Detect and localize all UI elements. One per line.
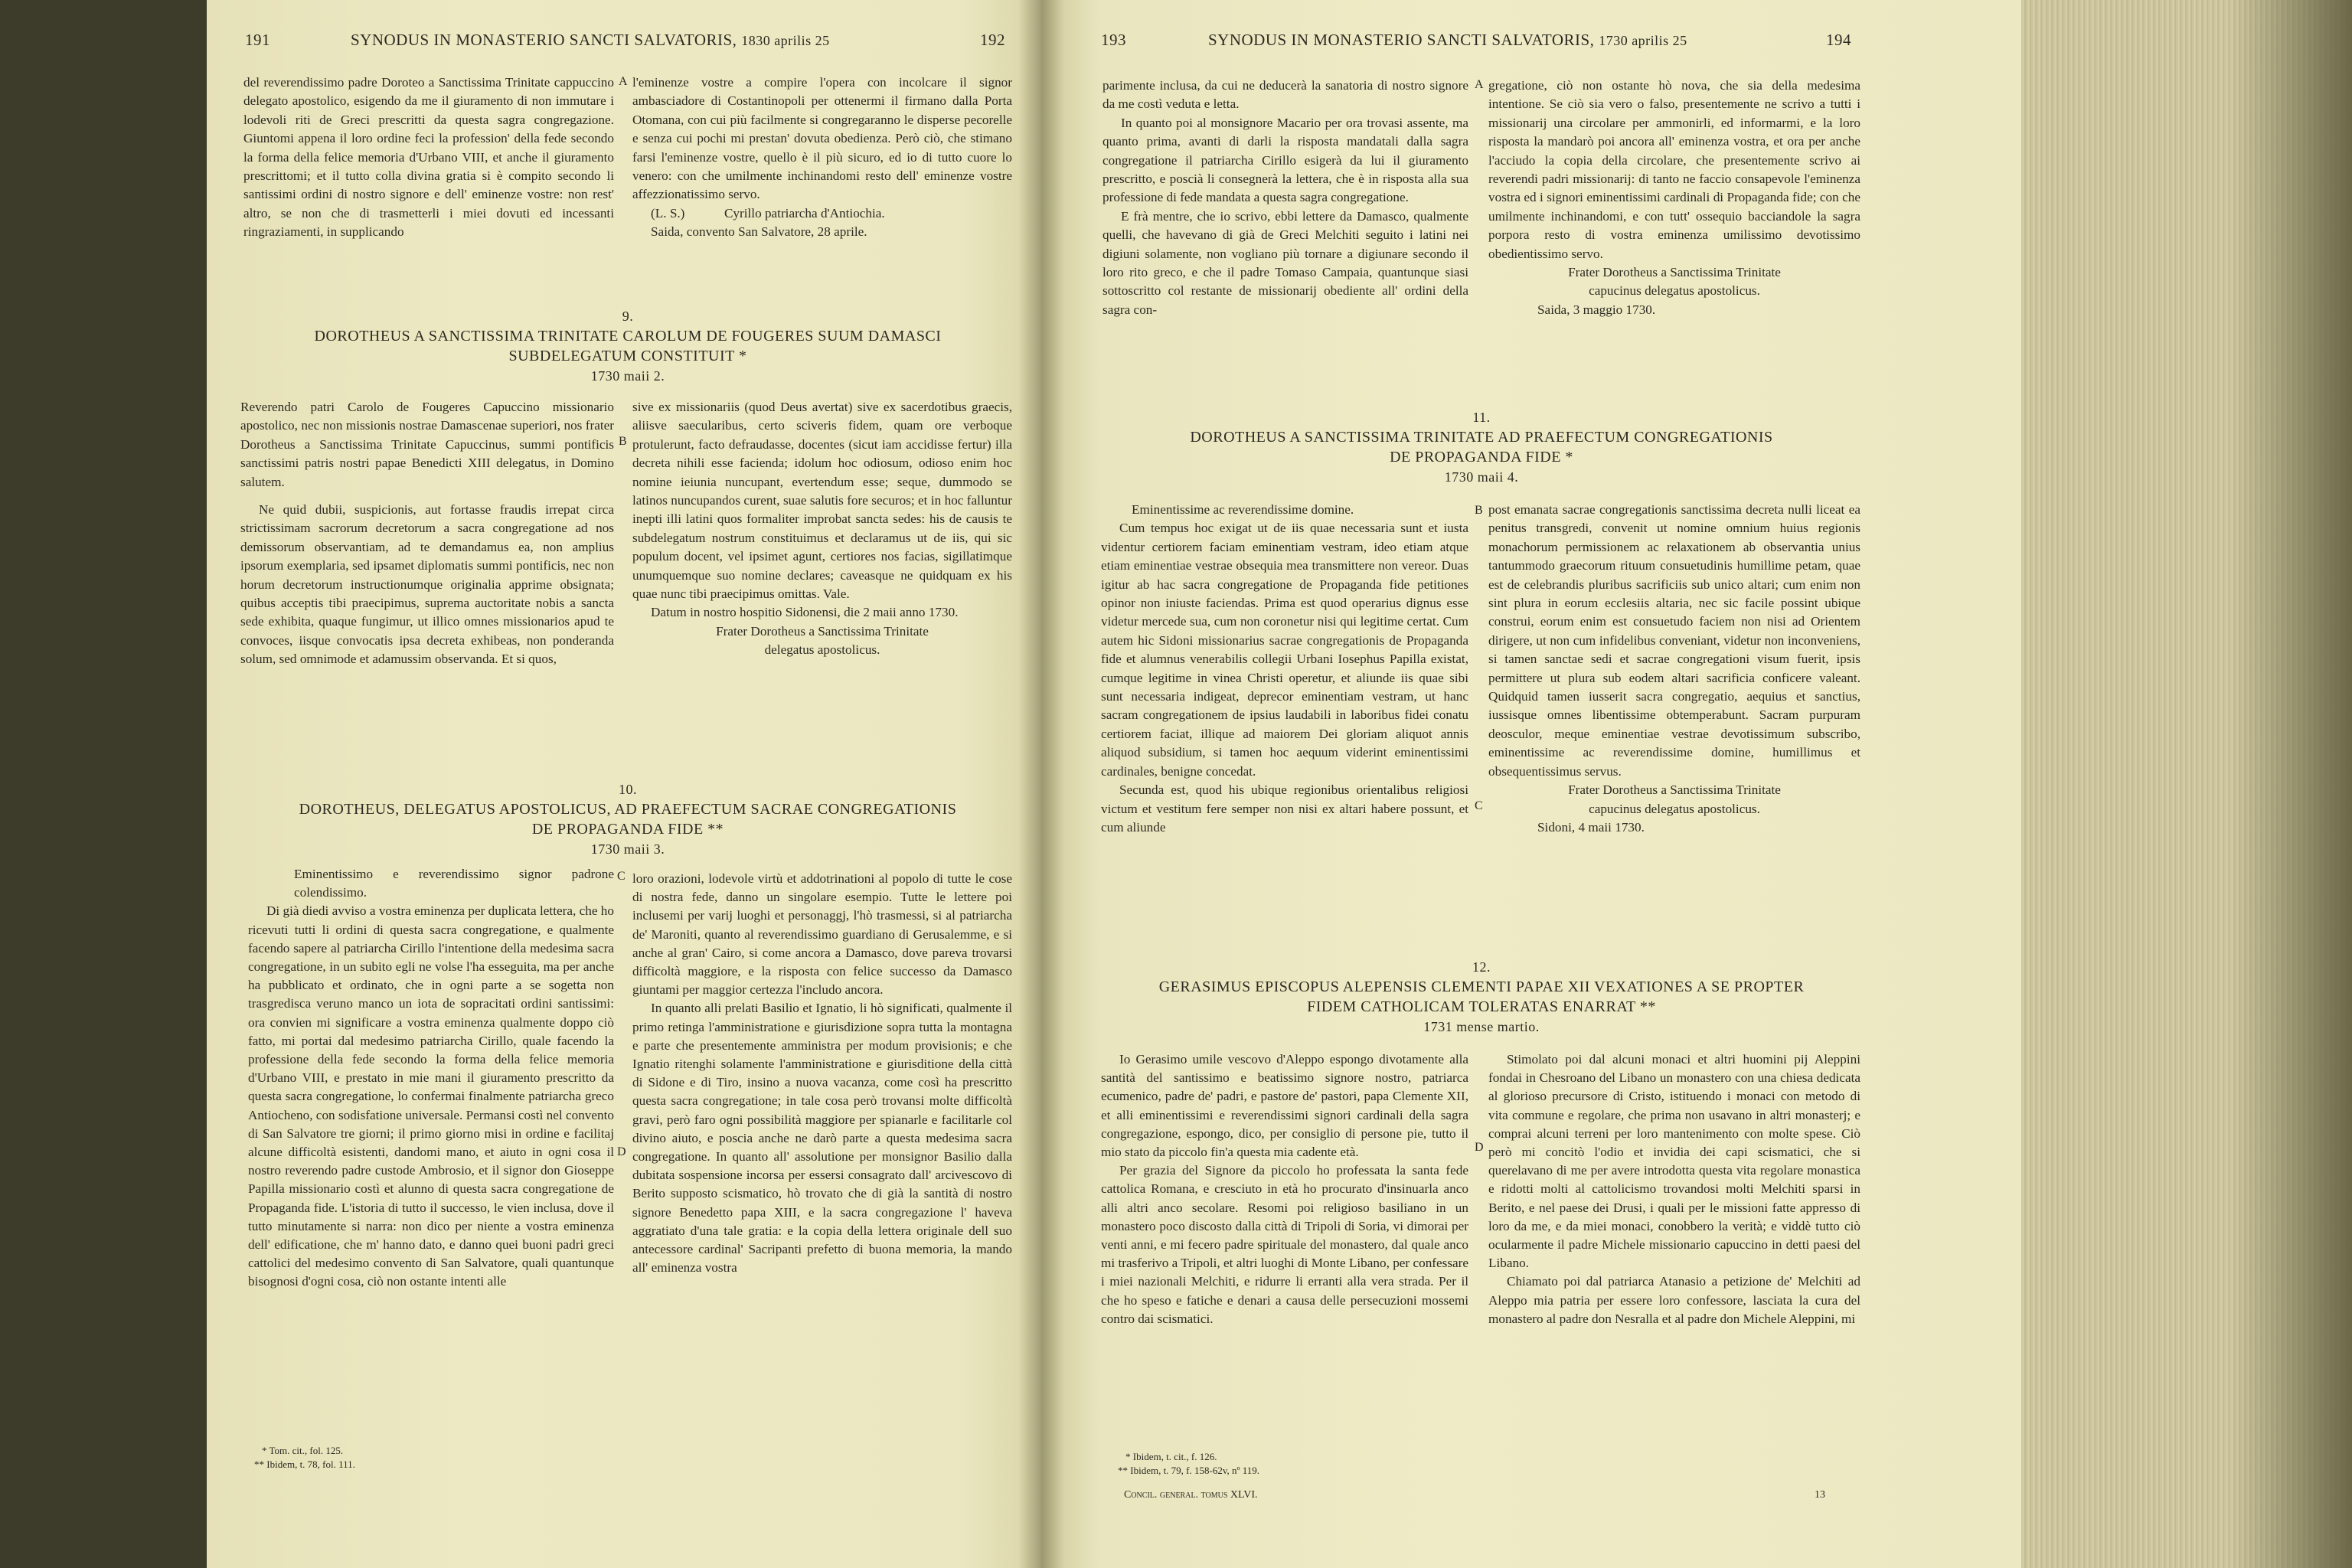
left-page — [207, 0, 1041, 1568]
paragraph: Datum in nostro hospitio Sidonensi, die 2 maii anno 1730. — [651, 605, 959, 620]
section-title: SUBDELEGATUM CONSTITUIT * — [508, 348, 747, 364]
margin-letter: B — [1475, 504, 1483, 517]
margin-letter: A — [1475, 78, 1484, 91]
paragraph: Cum tempus hoc exigat ut de iis quae necessaria sunt et iusta videntur certiorem faciam eminentiam vestram, ideo etiam atque etiam eminentiae vestrae obsequia mea transmittere non vereor. Duas igitur ab hac sacra congregatione de Propaganda fide petitiones opinor non iniuste faciendas. Prima est quod operarius dignus esse videtur mercede sua, cum non coronetur nisi qui legitime certat. Cum autem hic Sidoni missionarius sacrae congregationis de Propaganda fide et alumnus venerabilis collegii Urbani Iosephus Papilla existat, cumque legitime in vinea Christi operetur, et aliunde iis quae sibi sunt necessaria indigeat, deprecor eminentiam vestram, ut hanc sacram congregationem de ipsius laudabili in laboribus fidei conatu certiorem faciat, illique ad maiorem Dei gloriam aliquot annis aliquod subsidium, si tamen hoc aequum viderint eminentissimi cardinales, benigne concedat. — [1101, 521, 1468, 779]
footnote: * Tom. cit., fol. 125. — [262, 1445, 344, 1456]
running-head — [351, 31, 830, 50]
text-column-top-right — [1488, 77, 1860, 319]
page-number: 193 — [1101, 31, 1126, 49]
signature-place: Saida, convento San Salvatore, 28 aprile. — [651, 224, 867, 240]
running-head-date: 1730 aprilis 25 — [1599, 33, 1687, 48]
signature-line: capucinus delegatus apostolicus. — [1589, 801, 1760, 816]
section-title: GERASIMUS EPISCOPUS ALEPENSIS CLEMENTI PAPAE XII VEXATIONES A SE PROPTER — [1158, 978, 1805, 995]
section-number: 9. — [622, 309, 634, 324]
running-head-date: 1830 aprilis 25 — [741, 33, 830, 48]
paragraph: In quanto poi al monsignore Macario per ora trovasi assente, ma quanto prima, avanti di darli la risposta mandatali dalla sagra congregatione il patriarcha Cirillo esigerà da lui il giuramento prescritto, e poscià li consegnerà la lettera, che è in risposta alla sua professione di fede mandata a questa sagra congregatione. — [1102, 115, 1468, 205]
margin-letter: B — [619, 435, 627, 448]
paragraph: parimente inclusa, da cui ne deducerà la sanatoria di nostro signore da me costì veduta e letta. — [1102, 78, 1468, 112]
footnote: ** Ibidem, t. 78, fol. 111. — [254, 1459, 355, 1470]
paragraph: Reverendo patri Carolo de Fougeres Capuccino missionario apostolico, nec non missionis nostrae Damascenae superiori, nos frater Dorotheus a Sanctissima Trinitate Capuccinus, summi pontificis sanctissimi patris nostri papae Benedicti XIII delegatus, in Domino salutem. — [240, 400, 614, 489]
paragraph: In quanto alli prelati Basilio et Ignatio, li hò significati, qualmente il primo retinga l'amministratione e giurisdizione sopra tutta la montagna e parte che presentemente amministra per modum provisionis; e che Ignatio ritenghi solamente l'amministratione e giurisditione della città di Sidone e di Tiro, insino a nuova vacanza, come così ha prescritto questa sacra congregatione; in tale cosa però trovansi molte difficoltà gravi, però faro ogni possibilità maggiore per spianarle e facilitarle col divino aiuto, e poscia anche ne darò parte a questa medesima sacra congregatione. In quanto all' assolutione per monsignor Basilio dalla dubitata sospensione incorsa per essersi consagrato dall' arcivescovo di Berito supposto scismatico, hò trovato che di già la santità di nostro signore Benedetto papa XIII, e la sacra congregazione l' haveva aggratiato d'una tale gratia: e la copia della lettera originale dell suo antecessore cardinal' Sacripanti prefetto di buona memoria, la mando all' eminenza vostra — [632, 1001, 1012, 1276]
margin-letter: A — [619, 75, 628, 88]
text-column-sec10-right — [632, 870, 1012, 1277]
salutation: Eminentissime ac reverendissime domine. — [1132, 502, 1354, 517]
signature-line: delegatus apostolicus. — [764, 642, 880, 658]
paragraph: Di già diedi avviso a vostra eminenza per duplicata lettera, che ho ricevuti tutti li ordini di questa sacra congregatione, e qualmente facendo sapere al patriarcha Cirillo l'intentione della medesima sacra congregatione, in un subito egli ne volse l'ha esseguita, ma per anche ha pubblicato et ordinato, che in ogni parte a se sogetta non trasgredisca veruno manco un iota de sopracitati ordini santissimi: ora convien mi significare a vostra eminenza qualmente doppo ciò fatto, mi portai dal medesimo patriarcha Cirillo, quale facendo la professione della fede secondo la forma della felice memoria d'Urbano VIII, e prestato in mie mani il giuramento prescritto da questa sacra congregatione, lo confermai finalmente patriarcha greco Antiocheno, con sodisfatione universale. Permansi costì nel convento di San Salvatore tre giorni; il primo giorno misi in ordine e facilitaj alcune difficoltà esistenti, dandomi mano, et aiuto in ogni cosa il nostro reverendo padre custode Ambrosio, et il signor don Gioseppe Papilla missionario costì et alunno di questa sacra congregatione de Propaganda fide. L'istoria di tutto il successo, le vien inclusa, dove il tutto minutamente si narra: non dico per niente a vostra eminenza dell' edificatione, che m' hanno dato, e danno quei buoni padri greci cattolici del medesimo convento di San Salvatore, quali quantunque bisognosi d'ogni cosa, ciò non ostante intenti alle — [248, 903, 614, 1289]
paragraph: loro orazioni, lodevole virtù et addotrinationi al popolo di tutte le cose di nostra fede, danno un singolare esempio. Tutte le lettere poi inclusemi per varij luoghi et personaggj, l'hò trasmessi, si al patriarcha de' Maroniti, quanto al reverendissimo guardiano di Gerusalemme, e si anche al gran' Cairo, si come ancora a Damasco, dove pareva trovarsi difficoltà maggiore, e la risposta con felice successo da Damasco giuntami per maggior certezza l'includo ancora. — [632, 871, 1012, 998]
page-number: 192 — [980, 31, 1005, 49]
margin-letter: C — [617, 870, 626, 883]
section-title: DE PROPAGANDA FIDE ** — [531, 821, 724, 838]
paragraph: l'eminenze vostre a compire l'opera con incolcare il signor ambasciadore di Costantinopoli per ottenermi il firmano dalla Porta Otomana, con cui più facilmente si congregaranno le disperse pecorelle e senza cui pochi mi prestan' dovuta obedienza. Però ciò, che stimano farsi l'eminenze vostre, quello è il più sicuro, ed io di tutto cuore lo venero: con che umilmente inchinandomi resto dell' eminenze vostre affezzionatissimo servo. — [632, 75, 1012, 202]
section-heading-10 — [237, 779, 1018, 859]
section-date: 1730 maii 4. — [1444, 469, 1519, 485]
signature-line: (L. S.) Cyrillo patriarcha d'Antiochia. — [651, 205, 885, 220]
section-title: DOROTHEUS, DELEGATUS APOSTOLICUS, AD PRAEFECTUM SACRAE CONGREGATIONIS — [299, 801, 957, 818]
section-title: DE PROPAGANDA FIDE * — [1390, 449, 1573, 466]
right-page — [1041, 0, 2021, 1568]
section-title: FIDEM CATHOLICAM TOLERATAS ENARRAT ** — [1307, 998, 1656, 1015]
text-column-top-right — [632, 74, 1012, 242]
signature-mark: Concil. general. tomus XLVI. — [1124, 1489, 1258, 1501]
paragraph: Chiamato poi dal patriarca Atanasio a petizione de' Melchiti ad Aleppo mia patria per essere loro confessore, lasciata la cura del monastero al padre don Nesralla et al padre don Michele Aleppini, mi — [1488, 1274, 1860, 1326]
text-column-sec11-right — [1488, 501, 1860, 837]
text-column-top-left — [1102, 77, 1468, 319]
margin-letter: D — [1475, 1141, 1484, 1154]
section-number: 12. — [1472, 959, 1491, 975]
text-column-sec11-left — [1101, 501, 1468, 837]
text-column-sec9-right — [632, 398, 1012, 660]
signature-place: Saida, 3 maggio 1730. — [1537, 302, 1656, 317]
page-number: 194 — [1826, 31, 1851, 49]
section-date: 1730 maii 2. — [590, 368, 665, 384]
book-page-edges — [2021, 0, 2352, 1568]
signature-line: capucinus delegatus apostolicus. — [1589, 283, 1760, 299]
signature-line: Frater Dorotheus a Sanctissima Trinitate — [1568, 265, 1781, 280]
section-number: 10. — [619, 782, 637, 797]
salutation: Eminentissimo e reverendissimo signor padrone colendissimo. — [294, 867, 614, 900]
paragraph: post emanata sacrae congregationis sanctissima decreta nulli liceat ea penitus transgredi, convenit ut nomine omnium huius regionis monachorum permissionem ac relaxationem ab observantia unius tantummodo graecorum rituum consuetudinis humillime petam, quae est de celebrandis pluribus sacrificiis sub unico altari; cum enim non sint plura in eorum ecclesiis altaria, nec sic facile possint ubique construi, eorum enim est consuetudo faciem non nisi ad Orientem dirigere, ut non cum infidelibus conveniant, videtur non inconveniens, si tamen sanctae sedi et sacrae congregationi visum fuerit, ipsis permittere ut plura sub eodem altari sacrificia conficere valeant. Quidquid tamen iusserit sacra congregatio, aequius et sanctius, iussisque omnes libentissime obtemperabunt. Sacram purpuram deosculor, meque eminentiae vestrae devotissimum subscribo, eminentissime ac reverendissime domine, humillimus et obsequentissimus servus. — [1488, 502, 1860, 779]
paragraph: E frà mentre, che io scrivo, ebbi lettere da Damasco, qualmente quelli, che havevano di già de Greci Melchiti seguito i latini nei digiuni solamente, non vogliano più tornare a digiunare secondo il loro rito greco, e che il padre Tomaso Campaia, quantunque siasi sottoscritto col restante de missionarij obediente all' ordini della sagra con- — [1102, 208, 1468, 317]
paragraph: del reverendissimo padre Doroteo a Sanctissima Trinitate cappuccino delegato apostolico, esigendo da me il giuramento di non immutare i lodevoli riti de Greci prescritti da questa sagra congregazione. Giuntomi appena il loro ordine feci la profession' della fede secondo la forma della felice memoria d'Urbano VIII, et anche il giuramento prescrittomi; et il tutto colla divina gratia si è compito secondo li santissimi ordini di nostro signore e dell' eminenze vostre: non rest' altro, se non che di trasmetterli i miei dovuti ed incessanti ringraziamenti, in supplicando — [243, 75, 614, 240]
running-head — [1208, 31, 1687, 50]
section-heading-9 — [237, 306, 1018, 386]
text-column-sec10-left — [248, 865, 614, 1292]
margin-letter: D — [617, 1145, 626, 1158]
signature-line: Frater Dorotheus a Sanctissima Trinitate — [716, 623, 929, 639]
signature-place: Sidoni, 4 maii 1730. — [1537, 819, 1645, 835]
paragraph: gregatione, ciò non ostante hò nova, che sia della medesima intentione. Se ciò sia vero o falso, presentemente ne scrivo a tutti i missionarij una circolare per ammonirli, ed informarmi, e la loro risposta la mandarò poi ancora all' eminenza vostra, et ora per anche l'acciudo la copia della circolare, che presentemente scrivo ai reverendi padri missionarij: di tanto ne faccio consapevole l'eminenza vostra ed i signori eminentissimi cardinali di Propaganda fide; con che umilmente inchinandomi, e con tutt' ossequio bacciandole la sagra porpora resto di vostra eminenza umilissimo devotissimo obedientissimo servo. — [1488, 78, 1860, 261]
section-heading-11 — [1087, 407, 1876, 487]
paragraph: Secunda est, quod his ubique regionibus orientalibus religiosi victum et vestitum fere semper non nisi ex altari habere possunt, et cum aliunde — [1101, 782, 1468, 835]
running-head-title: SYNODUS IN MONASTERIO SANCTI SALVATORIS, — [351, 31, 737, 49]
running-head-title: SYNODUS IN MONASTERIO SANCTI SALVATORIS, — [1208, 31, 1595, 49]
paragraph: sive ex missionariis (quod Deus avertat) sive ex sacerdotibus graecis, aliisve saecularibus, certo sciveris fidem, quam ore verboque protulerunt, facto defraudasse, docentes (sicut iam accidisse fertur) illa decreta nihili esse facienda; idolum hoc odiosum, odioso enim hoc nomine ieiunia nuncupant, evertendum esse; seque, dummodo se latinos nuncupandos curent, suae salutis fore securos; et in hoc falluntur inepti illi latini quos formaliter improbat sancta sedes: his de causis te subdelegatum nostrum constituimus et declaramus ut de iis, qui sic populum docent, vel ipsimet agunt, certiores nos facias, sigillatimque unumquemque suo nomine declares; caveasque ne quidquam ex his quae nunc tibi praecipimus omittas. Vale. — [632, 400, 1012, 602]
paragraph: Per grazia del Signore da piccolo ho professata la santa fede cattolica Romana, e cresciuto in età ho procurato d'insinuarla anco alli altri anco secolare. Resomi poi religioso basiliano in un monastero poco discosto dalla città di Tripoli di Soria, vi dimorai per venti anni, e mi fecero padre spirituale del monastero, dal quale anco mi trasferivo a Tripoli, et altri luoghi di Monte Libano, per confessare i miei nazionali Melchiti, e ridurre li erranti alla vera strada. Per il che ho speso e fatiche e denari a causa delle persecuzioni mossemi contro dai scismatici. — [1101, 1163, 1468, 1326]
section-date: 1730 maii 3. — [590, 841, 665, 857]
section-title: DOROTHEUS A SANCTISSIMA TRINITATE CAROLUM DE FOUGERES SUUM DAMASCI — [314, 328, 942, 345]
section-date: 1731 mense martio. — [1423, 1019, 1540, 1034]
section-title: DOROTHEUS A SANCTISSIMA TRINITATE AD PRAEFECTUM CONGREGATIONIS — [1190, 429, 1773, 446]
paragraph: Ne quid dubii, suspicionis, aut fortasse fraudis irrepat circa strictissimam sacrorum decretorum a sacra congregatione ad nos demissorum observantiam, ad te demandamus ea, non amplius ipsorum exemplaria, sed ipsamet diplomatis summi pontificis, nec non horum decretorum instructionumque originalia apprime obsignata; quibus acceptis tibi praecipimus, suprema auctoritate nobis a sancta sede exhibita, quaque fungimur, ut illico omnes missionarios apud te convoces, iisque convocatis ipsa decreta exhibeas, non ponderanda solum, sed omnimode et adamussim observanda. Et si quos, — [240, 502, 614, 667]
paragraph: Stimolato poi dal alcuni monaci et altri huomini pij Aleppini fondai in Chesroano del Libano un monastero con una chiesa dedicata al glorioso precursore di Cristo, istituendo i monaci con metodo di vita commune e regolare, che prima non usavano in altri monasterj; e comprai alcuni terreni per loro mantenimento con molte spese. Ciò però mi concitò l'odio et invidia dei capi scismatici, che si querelavano di me per avere introdotta questa vita regolare monastica e ridotti molti al cattolicismo trovandosi molti Melchiti sparsi in Berito, e nel paese dei Drusi, i quali per le missioni fatte appresso di loro da me, e da miei monaci, conobbero la verità; e viddè tutto ciò ocularmente il padre Michele missionario capuccino in detti paesi del Libano. — [1488, 1052, 1860, 1271]
section-heading-12 — [1087, 957, 1876, 1037]
page-number: 191 — [245, 31, 270, 49]
paragraph: Io Gerasimo umile vescovo d'Aleppo espongo divotamente alla santità del santissimo e beatissimo signore nostro, patriarca ecumenico, padre de' padri, e pastore de' pastori, papa Clemente XII, et alli eminentissimi e reverendissimi signori cardinali della sagra congregazione, espongo, dico, per consiglio di persone pie, tutto il mio stato da piccolo fin'a questa mia cadente età. — [1101, 1052, 1468, 1160]
book-gutter — [1018, 0, 1064, 1568]
footnote: ** Ibidem, t. 79, f. 158-62v, nº 119. — [1118, 1465, 1260, 1476]
signature-number: 13 — [1815, 1489, 1825, 1501]
section-number: 11. — [1472, 410, 1491, 425]
signature-line: Frater Dorotheus a Sanctissima Trinitate — [1568, 782, 1781, 798]
text-column-sec12-left — [1101, 1050, 1468, 1328]
text-column-sec9-left — [240, 398, 614, 669]
footnote: * Ibidem, t. cit., f. 126. — [1125, 1451, 1217, 1462]
margin-letter: C — [1475, 799, 1483, 812]
text-column-top-left — [243, 74, 614, 242]
text-column-sec12-right — [1488, 1050, 1860, 1328]
